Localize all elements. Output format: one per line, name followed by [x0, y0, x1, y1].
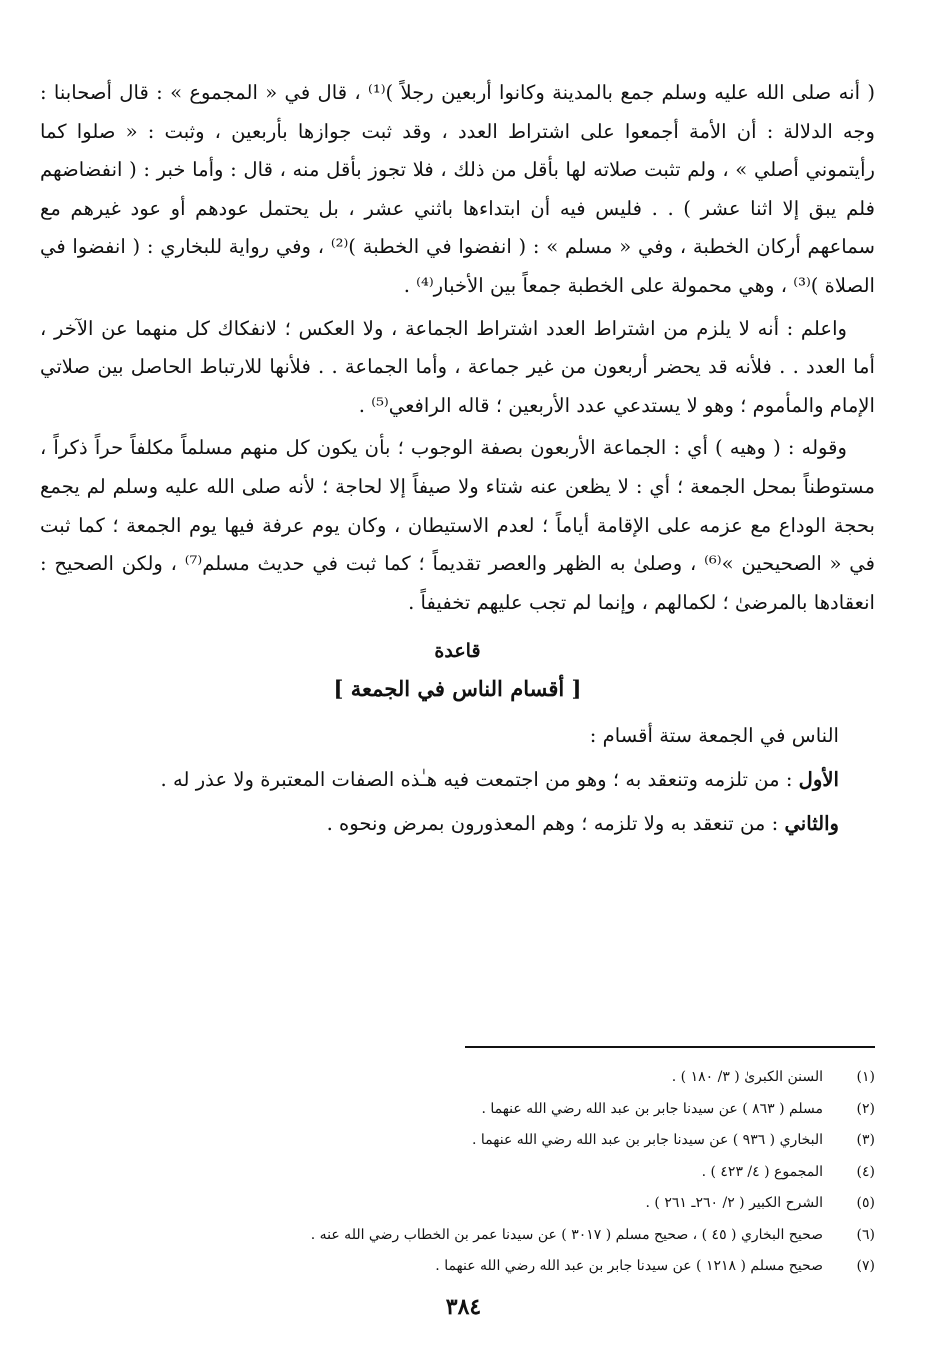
- footnote: [40, 1251, 875, 1283]
- division-text: : من تنعقد به ولا تلزمه ؛ وهم المعذورون بمرض ونحوه .: [326, 812, 785, 836]
- footnote-text: صحيح مسلم ( ١٢١٨ ) عن سيدنا جابر بن عبد الله رضي الله عنهما .: [435, 1258, 823, 1274]
- section-subheading: [ أقسام الناس في الجمعة ]: [333, 676, 582, 702]
- main-text: [40, 74, 875, 846]
- footnote-text: البخاري ( ٩٣٦ ) عن سيدنا جابر بن عبد الله رضي الله عنهما .: [472, 1132, 823, 1148]
- divisions-list: [40, 714, 875, 846]
- division-lead: الأول: [798, 768, 839, 792]
- footnote: [40, 1062, 875, 1094]
- footnote-number: (٧): [856, 1258, 875, 1274]
- section-heading: قاعدة: [434, 640, 481, 663]
- division-item: [40, 758, 839, 802]
- footnote-divider: [465, 1046, 875, 1048]
- footnote-text: صحيح البخاري ( ٤٥ ) ، صحيح مسلم ( ٣٠١٧ ) عن سيدنا عمر بن الخطاب رضي الله عنه .: [310, 1226, 823, 1243]
- footnote-text: المجموع ( ٤/ ٤٢٣ ) .: [701, 1163, 823, 1180]
- footnotes: [40, 1062, 875, 1283]
- footnote-number: (١): [856, 1069, 875, 1085]
- paragraph-2: واعلم : أنه لا يلزم من اشتراط العدد اشتراط الجماعة ، ولا العكس ؛ لانفكاك كل منهما عن الآخر ، أما العدد . . فلأنه قد يحضر أربعون من غير جماعة ، وأما الجماعة . . فلأنها للارتباط الحاصل بين صلاتي الإمام والمأموم ؛ وهو لا يستدعي عدد الأربعين ؛ قاله الرافعي⁽⁵⁾ .: [40, 316, 875, 417]
- footnote: [40, 1157, 875, 1189]
- footnote-number: (٢): [856, 1100, 875, 1117]
- footnote: [40, 1220, 875, 1252]
- footnote-number: (٣): [856, 1132, 875, 1148]
- footnote-text: السنن الكبرىٰ ( ٣/ ١٨٠ ) .: [671, 1069, 823, 1085]
- footnote-number: (٦): [856, 1226, 875, 1243]
- division-lead: والثاني: [784, 812, 839, 836]
- footnote: [40, 1094, 875, 1126]
- footnote-number: (٥): [856, 1195, 875, 1211]
- footnote-text: مسلم ( ٨٦٣ ) عن سيدنا جابر بن عبد الله رضي الله عنهما .: [481, 1100, 823, 1117]
- footnote: [40, 1188, 875, 1220]
- divisions-intro: الناس في الجمعة ستة أقسام :: [589, 724, 839, 748]
- paragraph-1: ( أنه صلى الله عليه وسلم جمع بالمدينة وكانوا أربعين رجلاً )⁽¹⁾ ، قال في « المجموع » : قال أصحابنا : وجه الدلالة : أن الأمة أجمعوا على اشتراط العدد ، وقد ثبت جوازها بأربعين ، وثبت : « صلوا كما رأيتموني أصلي » ، ولم تثبت صلاته لها بأقل من ذلك ، فلا تجوز بأقل منه ، قال : وأما خبر : ( انفضاضهم فلم يبق إلا اثنا عشر ) . . فليس فيه أن ابتداءها باثني عشر ، بل يحتمل عودهم أو عود غيرهم مع سماعهم أركان الخطبة ، وفي « مسلم » : ( انفضوا في الخطبة )⁽²⁾ ، وفي رواية للبخاري : ( انفضوا في الصلاة )⁽³⁾ ، وهي محمولة على الخطبة جمعاً بين الأخبار⁽⁴⁾ .: [40, 81, 876, 297]
- division-item: [40, 802, 839, 846]
- division-text: : من تلزمه وتنعقد به ؛ وهو من اجتمعت فيه هـٰذه الصفات المعتبرة ولا عذر له .: [160, 768, 799, 792]
- page-number: ٣٨٤: [445, 1294, 482, 1320]
- paragraph-3: وقوله : ( وهيه ) أي : الجماعة الأربعون بصفة الوجوب ؛ بأن يكون كل منهم مسلماً مكلفاً حراً ذكراً ، مستوطناً بمحل الجمعة ؛ أي : لا يظعن عنه شتاء ولا صيفاً إلا لحاجة ؛ لأنه صلى الله عليه وسلم لم يجمع بحجة الوداع مع عزمه على الإقامة أياماً ؛ لعدم الاستيطان ، وكان يوم عرفة فيها يوم الجمعة ؛ كما ثبت في « الصحيحين »⁽⁶⁾ ، وصلىٰ به الظهر والعصر تقديماً ؛ كما ثبت في حديث مسلم⁽⁷⁾ ، ولكن الصحيح : انعقادها بالمرضىٰ ؛ لكمالهم ، وإنما لم تجب عليهم تخفيفاً .: [40, 436, 875, 614]
- footnote: [40, 1125, 875, 1157]
- footnote-text: الشرح الكبير ( ٢/ ٢٦٠ـ ٢٦١ ) .: [645, 1195, 823, 1211]
- footnote-number: (٤): [856, 1163, 875, 1180]
